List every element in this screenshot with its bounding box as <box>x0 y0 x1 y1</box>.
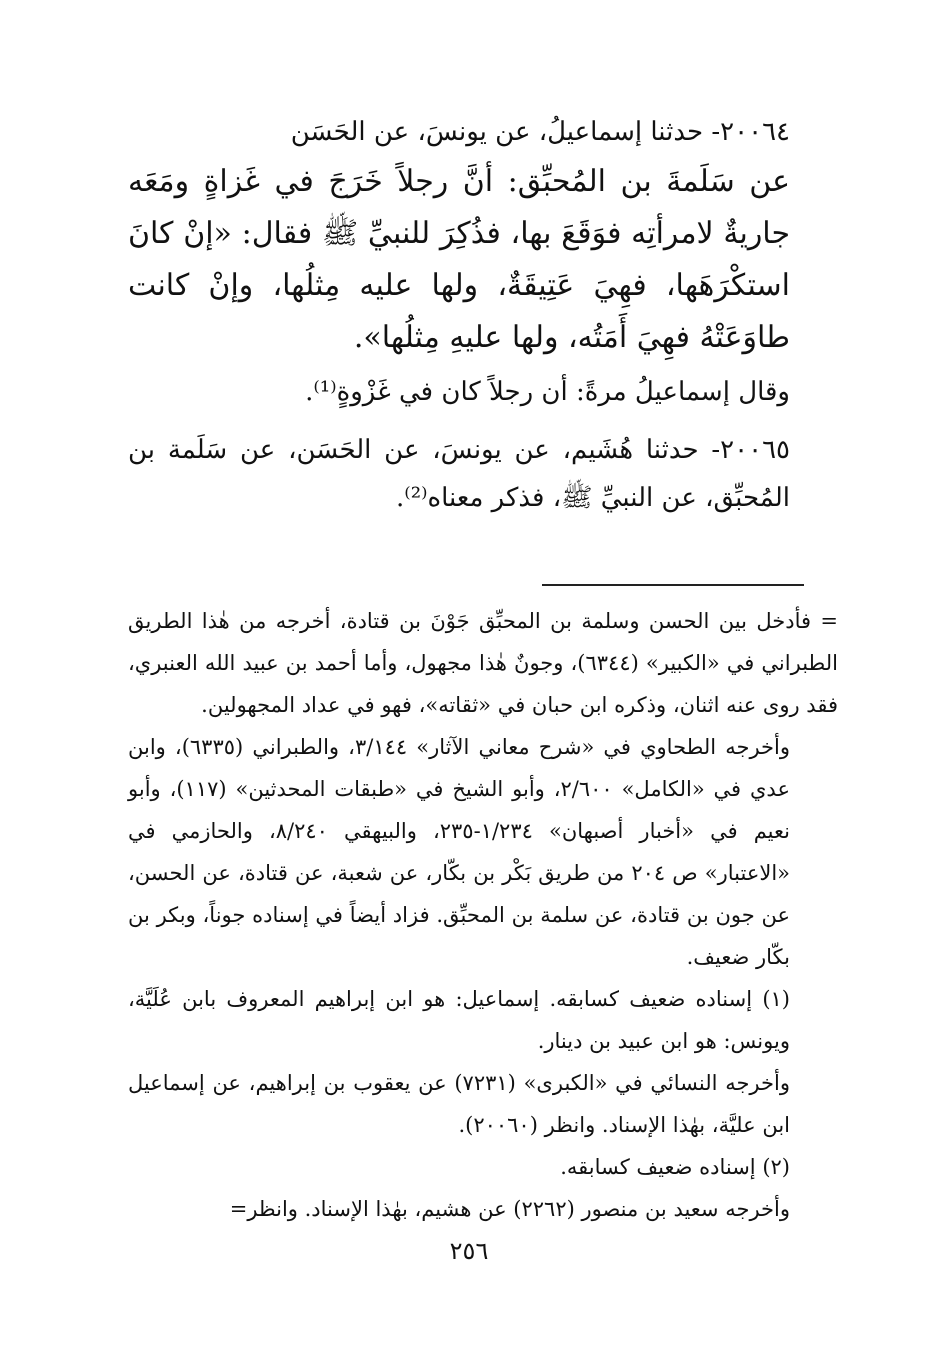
page-number: ٢٥٦ <box>449 1237 489 1265</box>
footnote-continuation: = فأدخل بين الحسن وسلمة بن المحبِّق جَوْنَ بن قتادة، أخرجه من هٰذا الطريق الطبراني في «الكبير» (٦٣٤٤)، وجونٌ هٰذا مجهول، وأما أحمد بن عبيد الله العنبري، فقد روى عنه اثنان، وذكره ابن حبان في «ثقاته»، فهو في عداد المجهولين. <box>128 609 838 717</box>
hadith-20064-matn: عن سَلَمةَ بن المُحبِّق: أنَّ رجلاً خَرَجَ في غَزاةٍ ومَعَه جاريةٌ لامرأتِه فوَقَعَ بها، فذُكِرَ للنبيِّ ﷺ فقال: «إنْ كانَ استكْرَهَها، فهِيَ عَتِيقَةٌ، ولها عليه مِثلُها، وإنْ كانت طاوَعَتْهُ فهِيَ أَمَتُه، ولها عليهِ مِثلُها». <box>128 164 790 355</box>
footnote-2: (٢) إسناده ضعيف كسابقه. <box>560 1155 790 1179</box>
hadith-20065: ٢٠٠٦٥- حدثنا هُشَيم، عن يونسَ، عن الحَسَن، عن سَلَمة بن المُحبِّق، عن النبيِّ ﷺ، فذكر معناه⁽²⁾. <box>128 435 790 513</box>
footnote-1-takhrij: وأخرجه النسائي في «الكبرى» (٧٢٣١) عن يعقوب بن إبراهيم، عن إسماعيل ابن عليَّة، بهٰذا الإسناد. وانظر (٢٠٠٦٠). <box>128 1071 790 1137</box>
main-text <box>128 108 838 522</box>
hadith-20064-isnad: ٢٠٠٦٤- حدثنا إسماعيلُ، عن يونسَ، عن الحَسَن <box>290 117 790 147</box>
footnote-2-takhrij: وأخرجه سعيد بن منصور (٢٢٦٢) عن هشيم، بهٰذا الإسناد. وانظر= <box>229 1197 790 1221</box>
footnote-divider <box>542 584 804 586</box>
footnote-takhrij: وأخرجه الطحاوي في «شرح معاني الآثار» ٣/١٤٤، والطبراني (٦٣٣٥)، وابن عدي في «الكامل» ٢/٦٠٠، وأبو الشيخ في «طبقات المحدثين» (١١٧)، وأبو نعيم في «أخبار أصبهان» ١/٢٣٤-٢٣٥، والبيهقي ٨/٢٤٠، والحازمي في «الاعتبار» ص ٢٠٤ من طريق بَكْر بن بكّار، عن شعبة، عن قتادة، عن الحسن، عن جون بن قتادة، عن سلمة بن المحبِّق. فزاد أيضاً في إسناده جوناً، وبكر بن بكّار ضعيف. <box>128 735 791 969</box>
footnote-1: (١) إسناده ضعيف كسابقه. إسماعيل: هو ابن إبراهيم المعروف بابن عُلَيَّة، ويونس: هو ابن عبيد بن دينار. <box>128 987 790 1053</box>
hadith-20064-variant: وقال إسماعيلُ مرةً: أن رجلاً كان في غَزْوةٍ⁽¹⁾. <box>305 377 790 407</box>
footnotes <box>128 600 838 1230</box>
